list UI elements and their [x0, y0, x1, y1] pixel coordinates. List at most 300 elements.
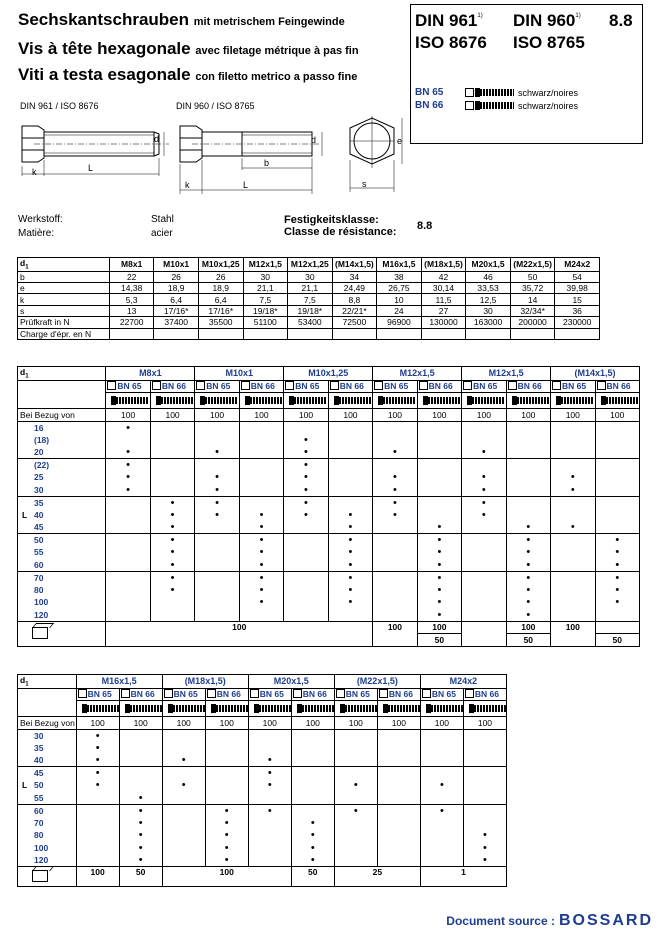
availability-empty [551, 584, 595, 597]
availability-empty [420, 842, 463, 855]
availability-empty [373, 609, 417, 622]
availability-empty [377, 792, 420, 805]
bn-label: BN 65 [206, 381, 231, 392]
availability-empty [377, 854, 420, 867]
availability-empty [106, 509, 150, 522]
availability-empty [462, 421, 506, 434]
availability-dot: • [551, 484, 595, 497]
availability-dot: • [462, 509, 506, 522]
dims-size: M16x1,5 [377, 258, 422, 272]
pack-qty: 100 [162, 867, 291, 887]
length-label [18, 546, 106, 559]
bn-label: BN 66 [606, 381, 631, 392]
bn-label: BN 65 [431, 689, 456, 700]
availability-empty [106, 434, 150, 447]
length-value: 16 [34, 422, 44, 433]
dims-cell: 13 [109, 305, 154, 316]
checkbox[interactable] [78, 689, 87, 698]
dims-cell: 46 [466, 271, 511, 282]
checkbox[interactable] [164, 689, 173, 698]
bn-selector[interactable] [551, 380, 595, 393]
dims-cell [510, 328, 555, 339]
bn-label: BN 66 [250, 381, 275, 392]
dims-cell: 21,1 [243, 283, 288, 294]
length-value: 80 [34, 830, 44, 841]
length-label [18, 854, 77, 867]
availability-dot: • [328, 534, 372, 547]
checkbox[interactable] [250, 689, 259, 698]
dims-cell: 30,14 [421, 283, 466, 294]
availability-empty [334, 842, 377, 855]
bezug-value: 100 [76, 717, 119, 730]
checkbox[interactable] [374, 381, 383, 390]
checkbox-bn65[interactable] [465, 88, 474, 97]
bn-selector[interactable] [463, 688, 506, 701]
screw-cell [205, 701, 248, 717]
availability-dot: • [328, 521, 372, 534]
availability-dot: • [284, 434, 328, 447]
checkbox-bn66[interactable] [465, 101, 474, 110]
availability-empty [291, 754, 334, 767]
bn-label: BN 66 [130, 689, 155, 700]
availability-empty [284, 421, 328, 434]
availability-dot: • [106, 421, 150, 434]
dims-cell: 8,8 [332, 294, 377, 305]
bn-selector[interactable] [462, 380, 506, 393]
bn-selector[interactable] [106, 380, 150, 393]
availability-empty [150, 434, 194, 447]
bezug-value: 100 [420, 717, 463, 730]
availability-dot: • [506, 546, 550, 559]
availability-empty [328, 609, 372, 622]
package-icon-cell [18, 621, 106, 646]
pack-qty: 100 [373, 621, 417, 646]
availability-table-1 [17, 366, 640, 647]
availability-empty [239, 434, 283, 447]
availability-empty [106, 521, 150, 534]
bn-selector[interactable] [119, 688, 162, 701]
screw-cell [462, 393, 506, 409]
availability-empty [506, 421, 550, 434]
availability-dot: • [420, 779, 463, 792]
availability-empty [119, 767, 162, 780]
availability-empty [162, 767, 205, 780]
availability-dot: • [417, 534, 461, 547]
availability-empty [119, 742, 162, 755]
availability-empty [417, 484, 461, 497]
dims-cell: 72500 [332, 317, 377, 328]
dims-row-label: k [18, 294, 110, 305]
availability-dot: • [462, 471, 506, 484]
blank-cell [18, 380, 106, 409]
dims-header-d1: $d_1$ [18, 258, 110, 272]
availability-empty [328, 496, 372, 509]
screw-cell [328, 393, 372, 409]
availability-empty [595, 509, 639, 522]
availability-dot: • [506, 521, 550, 534]
dims-cell [243, 328, 288, 339]
bezug-value: 100 [462, 409, 506, 422]
availability-empty [284, 609, 328, 622]
dims-cell: 51100 [243, 317, 288, 328]
checkbox[interactable] [552, 381, 561, 390]
availability-empty [551, 434, 595, 447]
screw-icon [428, 397, 460, 404]
bezug-value: 100 [417, 409, 461, 422]
checkbox[interactable] [463, 381, 472, 390]
availability-empty [420, 817, 463, 830]
availability-empty [417, 471, 461, 484]
checkbox[interactable] [241, 381, 250, 390]
section-header-d1: $d_1$ [18, 367, 106, 381]
size-header: (M18x1,5) [162, 675, 248, 689]
availability-empty [506, 434, 550, 447]
availability-dot: • [291, 817, 334, 830]
bn-selector[interactable] [284, 380, 328, 393]
availability-empty [463, 729, 506, 742]
checkbox[interactable] [285, 381, 294, 390]
screw-icon [130, 705, 162, 712]
availability-empty [76, 842, 119, 855]
pack-qty: 100 [506, 621, 550, 634]
availability-dot: • [205, 842, 248, 855]
checkbox[interactable] [196, 381, 205, 390]
availability-empty [106, 571, 150, 584]
availability-empty [373, 559, 417, 572]
pack-qty: 25 [334, 867, 420, 887]
availability-empty [551, 421, 595, 434]
dims-size: M10x1 [154, 258, 199, 272]
bezug-value: 100 [239, 409, 283, 422]
availability-empty [284, 546, 328, 559]
dims-size: M10x1,25 [198, 258, 243, 272]
bn-selector[interactable] [417, 380, 461, 393]
checkbox[interactable] [465, 689, 474, 698]
availability-empty [195, 546, 239, 559]
availability-table-2 [17, 674, 507, 887]
pack-qty: 100 [106, 621, 373, 646]
dims-cell: 35500 [198, 317, 243, 328]
length-label [18, 829, 77, 842]
dims-cell: 37400 [154, 317, 199, 328]
pack-qty: 100 [417, 621, 461, 634]
availability-empty [417, 446, 461, 459]
availability-empty [239, 484, 283, 497]
length-label [18, 842, 77, 855]
availability-dot: • [463, 842, 506, 855]
screw-icon [431, 705, 463, 712]
length-value: 55 [34, 547, 44, 558]
dims-size: M8x1 [109, 258, 154, 272]
bn-label: BN 65 [295, 381, 320, 392]
length-label [18, 484, 106, 497]
dims-cell: 22/21* [332, 305, 377, 316]
availability-empty [420, 767, 463, 780]
availability-empty [291, 804, 334, 817]
blank-cell [18, 688, 77, 717]
availability-empty [328, 434, 372, 447]
screw-icon [383, 397, 415, 404]
availability-empty [76, 792, 119, 805]
dimensions-table [17, 257, 600, 340]
availability-empty [463, 804, 506, 817]
availability-dot: • [195, 496, 239, 509]
bn-selector[interactable] [248, 688, 291, 701]
length-label [18, 779, 77, 792]
availability-dot: • [551, 521, 595, 534]
screw-cell [417, 393, 461, 409]
availability-empty [248, 829, 291, 842]
availability-dot: • [551, 471, 595, 484]
length-label [18, 729, 77, 742]
size-header: (M14x1,5) [551, 367, 640, 381]
availability-empty [377, 767, 420, 780]
bn-selector[interactable] [205, 688, 248, 701]
checkbox[interactable] [330, 381, 339, 390]
availability-empty [195, 434, 239, 447]
availability-dot: • [76, 767, 119, 780]
checkbox[interactable] [207, 689, 216, 698]
availability-dot: • [239, 534, 283, 547]
bn-selector[interactable] [150, 380, 194, 393]
availability-dot: • [463, 854, 506, 867]
drawing-label-L2: L [243, 180, 249, 190]
availability-dot: • [205, 817, 248, 830]
availability-dot: • [76, 742, 119, 755]
availability-empty [420, 729, 463, 742]
availability-dot: • [417, 596, 461, 609]
bn-selector[interactable] [195, 380, 239, 393]
bezug-value: 100 [195, 409, 239, 422]
pack-empty [462, 621, 506, 646]
availability-empty [239, 446, 283, 459]
checkbox[interactable] [597, 381, 606, 390]
availability-dot: • [373, 446, 417, 459]
checkbox[interactable] [508, 381, 517, 390]
size-header: M10x1 [195, 367, 284, 381]
length-label [18, 804, 77, 817]
availability-dot: • [106, 484, 150, 497]
dims-cell: 11,5 [421, 294, 466, 305]
checkbox[interactable] [422, 689, 431, 698]
availability-empty [334, 817, 377, 830]
availability-dot: • [462, 446, 506, 459]
availability-empty [106, 534, 150, 547]
bezug-label: Bei Bezug von [18, 717, 77, 730]
dims-cell: 230000 [555, 317, 600, 328]
screw-cell [506, 393, 550, 409]
length-label [18, 421, 106, 434]
dims-size: (M18x1,5) [421, 258, 466, 272]
bezug-label: Bei Bezug von [18, 409, 106, 422]
availability-dot: • [76, 779, 119, 792]
bn-selector[interactable] [420, 688, 463, 701]
bn-label: BN 66 [474, 689, 499, 700]
availability-dot: • [595, 571, 639, 584]
availability-dot: • [291, 842, 334, 855]
availability-empty [76, 829, 119, 842]
availability-empty [248, 854, 291, 867]
dims-cell: 30 [243, 271, 288, 282]
availability-dot: • [506, 534, 550, 547]
length-value: 50 [34, 535, 44, 546]
availability-empty [463, 754, 506, 767]
bn-selector[interactable] [377, 688, 420, 701]
dims-cell [466, 328, 511, 339]
availability-empty [595, 609, 639, 622]
availability-dot: • [506, 571, 550, 584]
bn-selector[interactable] [76, 688, 119, 701]
bn-label: BN 65 [473, 381, 498, 392]
availability-empty [551, 546, 595, 559]
availability-empty [373, 596, 417, 609]
availability-empty [506, 459, 550, 472]
availability-dot: • [150, 509, 194, 522]
screw-icon [302, 705, 334, 712]
screw-icon [561, 397, 593, 404]
availability-empty [551, 559, 595, 572]
availability-empty [420, 829, 463, 842]
checkbox[interactable] [121, 689, 130, 698]
availability-dot: • [239, 546, 283, 559]
bn-selector[interactable] [373, 380, 417, 393]
length-label [18, 471, 106, 484]
variant-bn65: BN 65 schwarz/noires [415, 87, 579, 98]
bn-selector[interactable] [291, 688, 334, 701]
dims-cell: 12,5 [466, 294, 511, 305]
availability-empty [377, 842, 420, 855]
bezug-value: 100 [377, 717, 420, 730]
availability-dot: • [150, 584, 194, 597]
length-label [18, 434, 106, 447]
bezug-value: 100 [150, 409, 194, 422]
availability-empty [162, 854, 205, 867]
availability-empty [462, 546, 506, 559]
bn-selector[interactable] [595, 380, 639, 393]
dims-cell: 50 [510, 271, 555, 282]
availability-empty [595, 471, 639, 484]
screw-cell [239, 393, 283, 409]
length-label [18, 509, 106, 522]
availability-empty [291, 729, 334, 742]
availability-empty [76, 817, 119, 830]
availability-dot: • [334, 804, 377, 817]
availability-dot: • [506, 584, 550, 597]
availability-empty [373, 459, 417, 472]
availability-empty [595, 484, 639, 497]
bn-selector[interactable] [328, 380, 372, 393]
availability-empty [162, 817, 205, 830]
dims-cell: 14 [510, 294, 555, 305]
availability-dot: • [195, 446, 239, 459]
availability-empty [595, 421, 639, 434]
availability-empty [373, 571, 417, 584]
availability-empty [291, 767, 334, 780]
bezug-value: 100 [106, 409, 150, 422]
availability-empty [106, 546, 150, 559]
bn-label: BN 66 [339, 381, 364, 392]
availability-empty [150, 421, 194, 434]
availability-empty [239, 421, 283, 434]
dims-cell: 38 [377, 271, 422, 282]
checkbox[interactable] [293, 689, 302, 698]
dims-cell [377, 328, 422, 339]
availability-empty [551, 496, 595, 509]
availability-dot: • [106, 471, 150, 484]
checkbox[interactable] [107, 381, 116, 390]
availability-empty [195, 559, 239, 572]
std-iso8676: ISO 8676 [415, 33, 487, 52]
availability-empty [239, 471, 283, 484]
availability-dot: • [239, 559, 283, 572]
availability-dot: • [506, 559, 550, 572]
availability-empty [195, 421, 239, 434]
screw-cell [551, 393, 595, 409]
pack-qty: 50 [417, 634, 461, 647]
availability-dot: • [506, 596, 550, 609]
availability-empty [551, 609, 595, 622]
bn-selector[interactable] [506, 380, 550, 393]
availability-empty [551, 571, 595, 584]
dims-cell: 35,72 [510, 283, 555, 294]
screw-icon [250, 397, 282, 404]
availability-dot: • [328, 509, 372, 522]
drawing-left-title: DIN 961 / ISO 8676 [20, 101, 99, 111]
screw-cell [106, 393, 150, 409]
length-label [18, 559, 106, 572]
availability-dot: • [284, 446, 328, 459]
screw-icon [480, 102, 514, 109]
availability-dot: • [417, 521, 461, 534]
size-header: M10x1,25 [284, 367, 373, 381]
availability-empty [417, 459, 461, 472]
availability-empty [248, 817, 291, 830]
bn-selector[interactable] [334, 688, 377, 701]
dims-cell: 24 [377, 305, 422, 316]
material-value-de: Stahl [151, 214, 174, 225]
checkbox[interactable] [379, 689, 388, 698]
availability-dot: • [150, 559, 194, 572]
length-value: 40 [34, 755, 44, 766]
dims-cell: 18,9 [154, 283, 199, 294]
checkbox[interactable] [152, 381, 161, 390]
bezug-value: 100 [334, 717, 377, 730]
availability-empty [462, 596, 506, 609]
availability-dot: • [162, 779, 205, 792]
availability-empty [462, 434, 506, 447]
availability-empty [239, 609, 283, 622]
bossard-logo: BOSSARD [558, 912, 653, 929]
availability-empty [119, 779, 162, 792]
availability-dot: • [162, 754, 205, 767]
availability-empty [248, 729, 291, 742]
bn-selector[interactable] [162, 688, 205, 701]
availability-empty [463, 767, 506, 780]
checkbox[interactable] [419, 381, 428, 390]
title-it: Viti a testa esagonale con filetto metrico a passo fine [18, 65, 358, 84]
availability-empty [551, 596, 595, 609]
dims-cell: 27 [421, 305, 466, 316]
availability-empty [150, 459, 194, 472]
length-value: 100 [34, 597, 49, 608]
availability-dot: • [595, 534, 639, 547]
availability-empty [334, 742, 377, 755]
bn-selector[interactable] [239, 380, 283, 393]
availability-empty [463, 817, 506, 830]
length-value: 30 [34, 484, 44, 495]
checkbox[interactable] [336, 689, 345, 698]
pack-qty: 50 [291, 867, 334, 887]
